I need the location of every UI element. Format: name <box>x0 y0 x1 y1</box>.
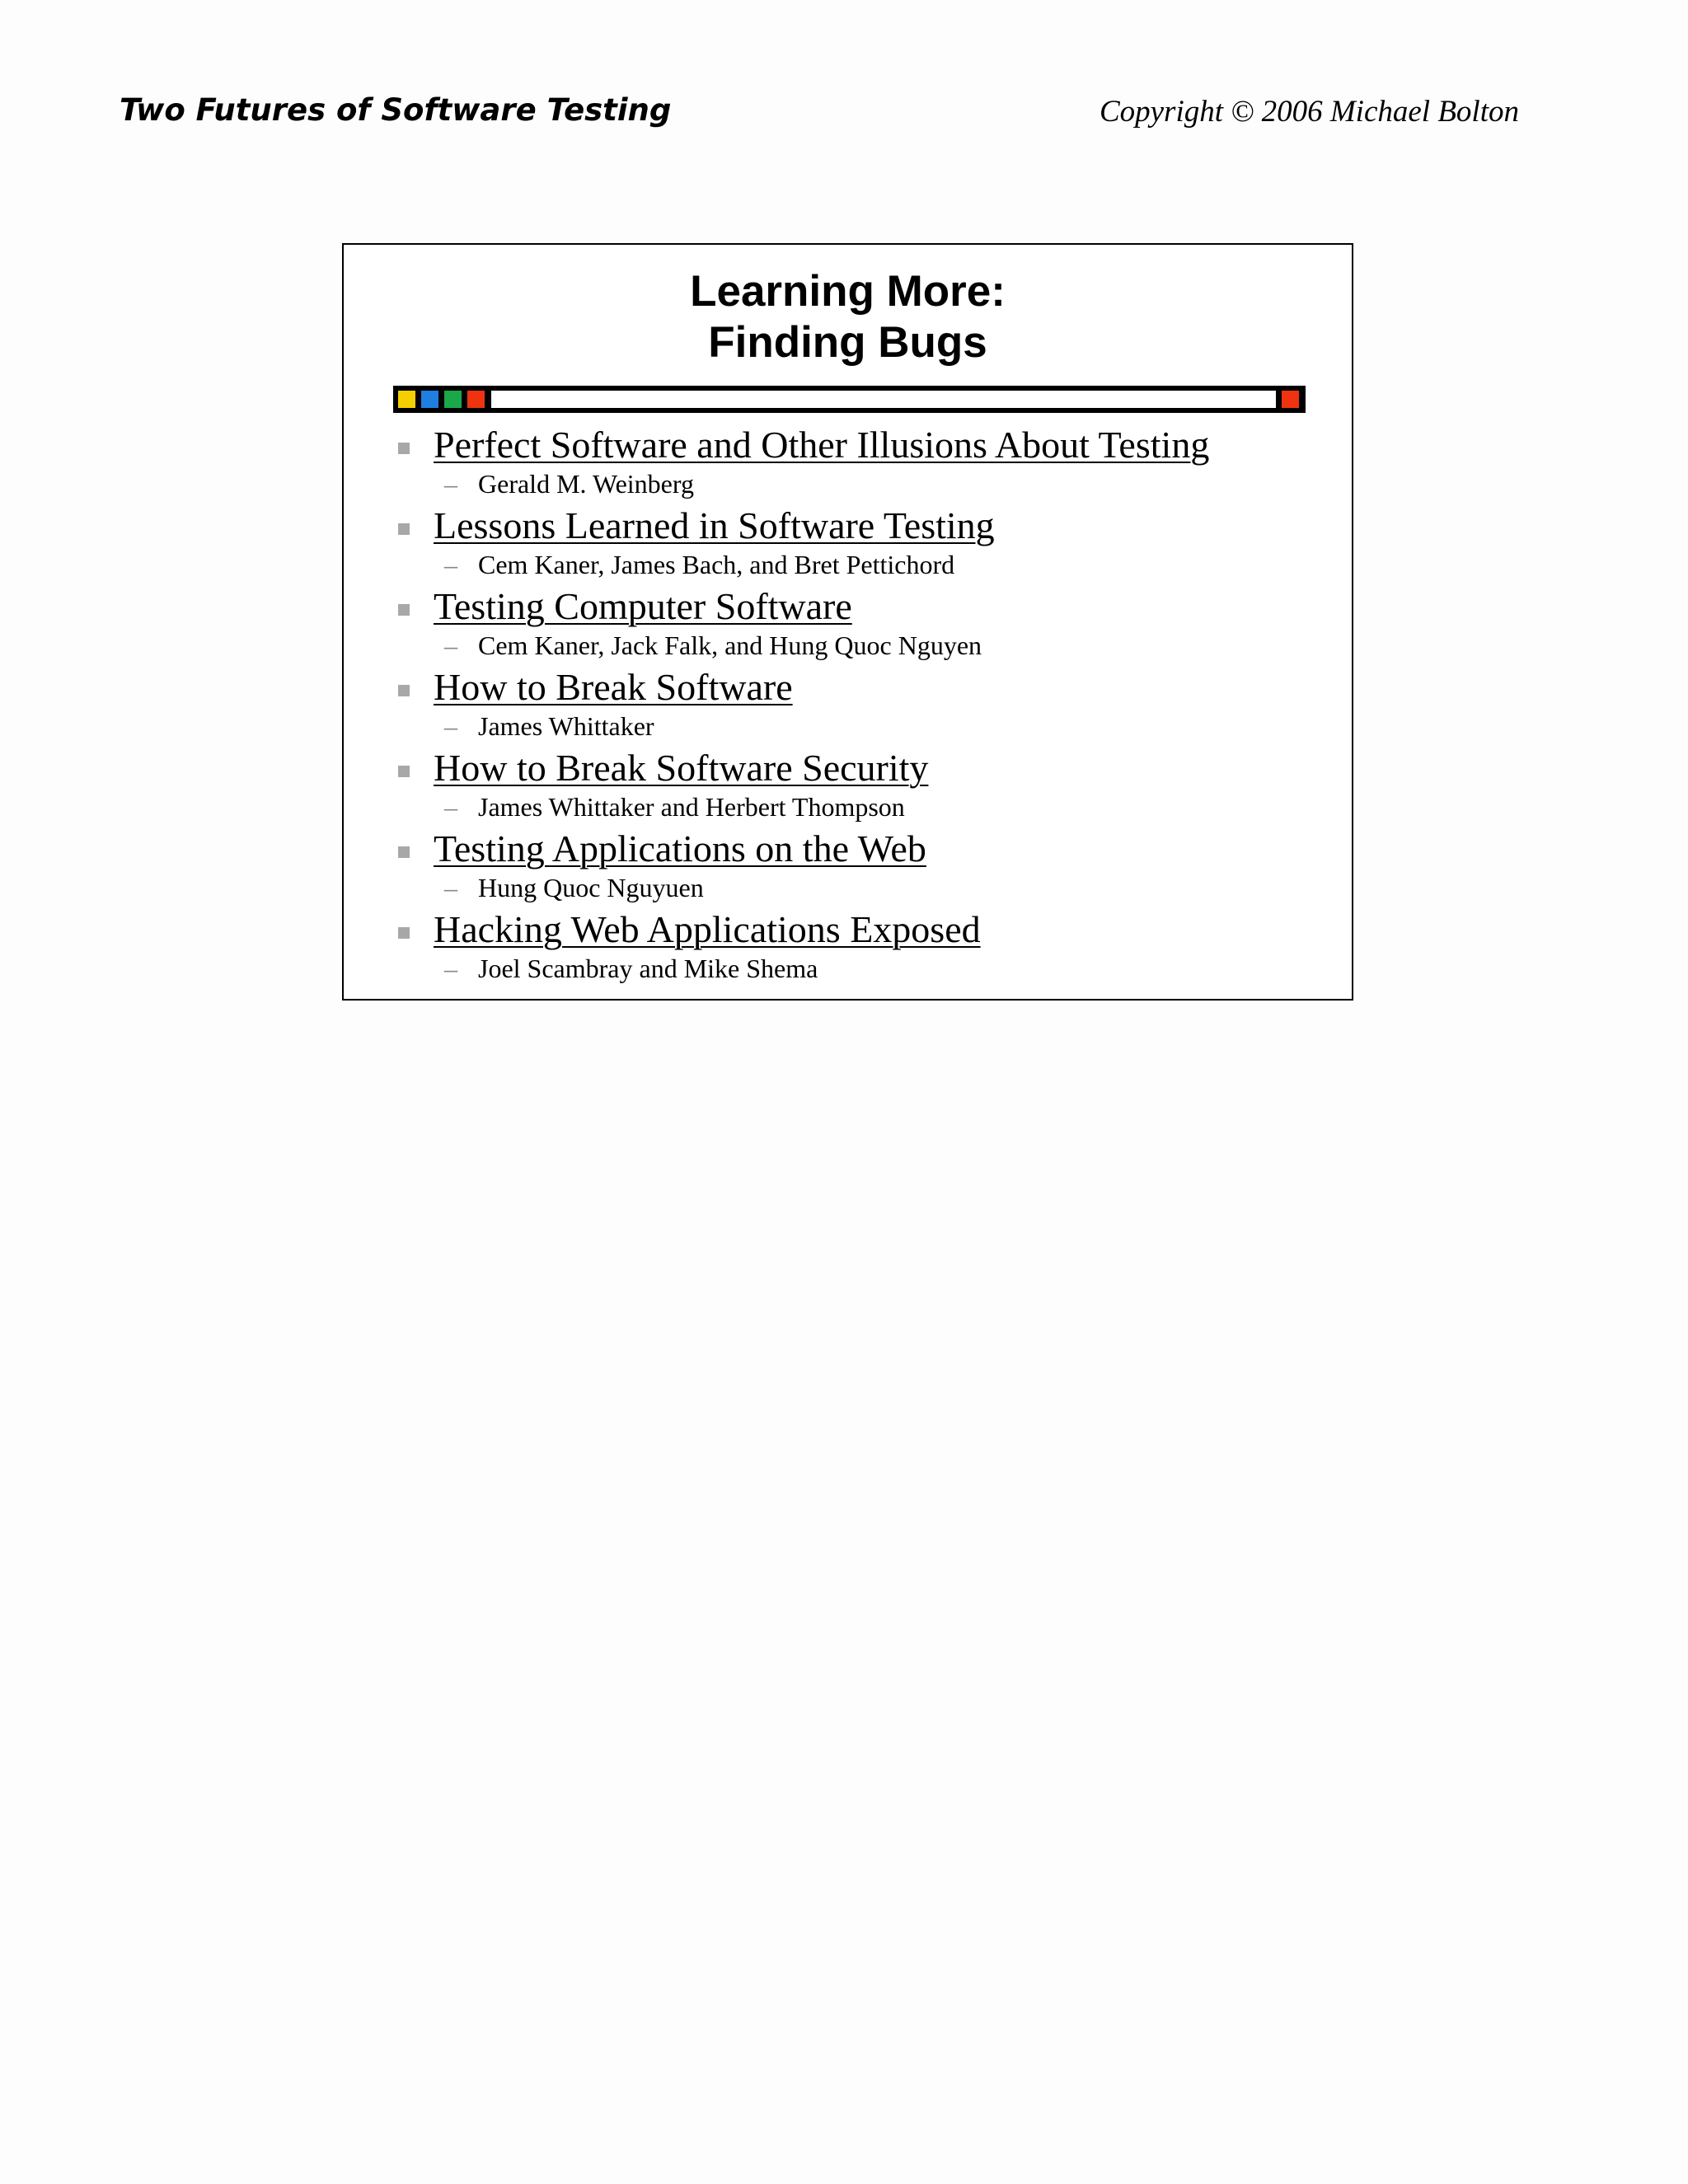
book-author: Joel Scambray and Mike Shema <box>478 954 818 983</box>
square-bullet-icon <box>398 766 410 777</box>
square-bullet-icon <box>398 523 410 535</box>
dash-marker: – <box>444 954 457 983</box>
red-end-square-icon <box>1282 391 1299 408</box>
book-title-link[interactable]: Lessons Learned in Software Testing <box>434 504 995 546</box>
square-bullet-icon <box>398 443 410 454</box>
slide-title-line-2: Finding Bugs <box>708 318 987 367</box>
document-header-title: Two Futures of Software Testing <box>120 92 672 128</box>
book-author: James Whittaker and Herbert Thompson <box>478 792 905 822</box>
slide-title <box>344 266 1352 368</box>
square-bullet-icon <box>398 846 410 858</box>
book-title-link[interactable]: How to Break Software Security <box>434 747 929 789</box>
book-author: James Whittaker <box>478 711 654 741</box>
book-author: Cem Kaner, Jack Falk, and Hung Quoc Nguyen <box>478 630 982 660</box>
book-author: Hung Quoc Nguyuen <box>478 873 704 902</box>
book-title-link[interactable]: Testing Applications on the Web <box>434 827 926 869</box>
title-bar-inner <box>491 391 1276 408</box>
book-author: Cem Kaner, James Bach, and Bret Pettichord <box>478 550 955 579</box>
square-bullet-icon <box>398 927 410 939</box>
blue-square-icon <box>421 391 438 408</box>
book-title-link[interactable]: Perfect Software and Other Illusions About Testing <box>434 424 1210 466</box>
square-bullet-icon <box>398 685 410 696</box>
dash-marker: – <box>444 550 457 579</box>
dash-marker: – <box>444 873 457 902</box>
book-title-link[interactable]: Testing Computer Software <box>434 585 852 627</box>
dash-marker: – <box>444 711 457 741</box>
copyright-notice: Copyright © 2006 Michael Bolton <box>1099 95 1519 129</box>
slide-title-line-1: Learning More: <box>690 267 1006 316</box>
green-square-icon <box>444 391 462 408</box>
square-bullet-icon <box>398 604 410 616</box>
book-author: Gerald M. Weinberg <box>478 469 694 499</box>
decorative-title-bar <box>393 386 1306 413</box>
book-title-link[interactable]: Hacking Web Applications Exposed <box>434 908 981 950</box>
yellow-square-icon <box>398 391 415 408</box>
red-square-icon <box>467 391 485 408</box>
dash-marker: – <box>444 792 457 822</box>
book-title-link[interactable]: How to Break Software <box>434 666 793 708</box>
dash-marker: – <box>444 630 457 660</box>
dash-marker: – <box>444 469 457 499</box>
slide-frame <box>342 243 1353 1001</box>
